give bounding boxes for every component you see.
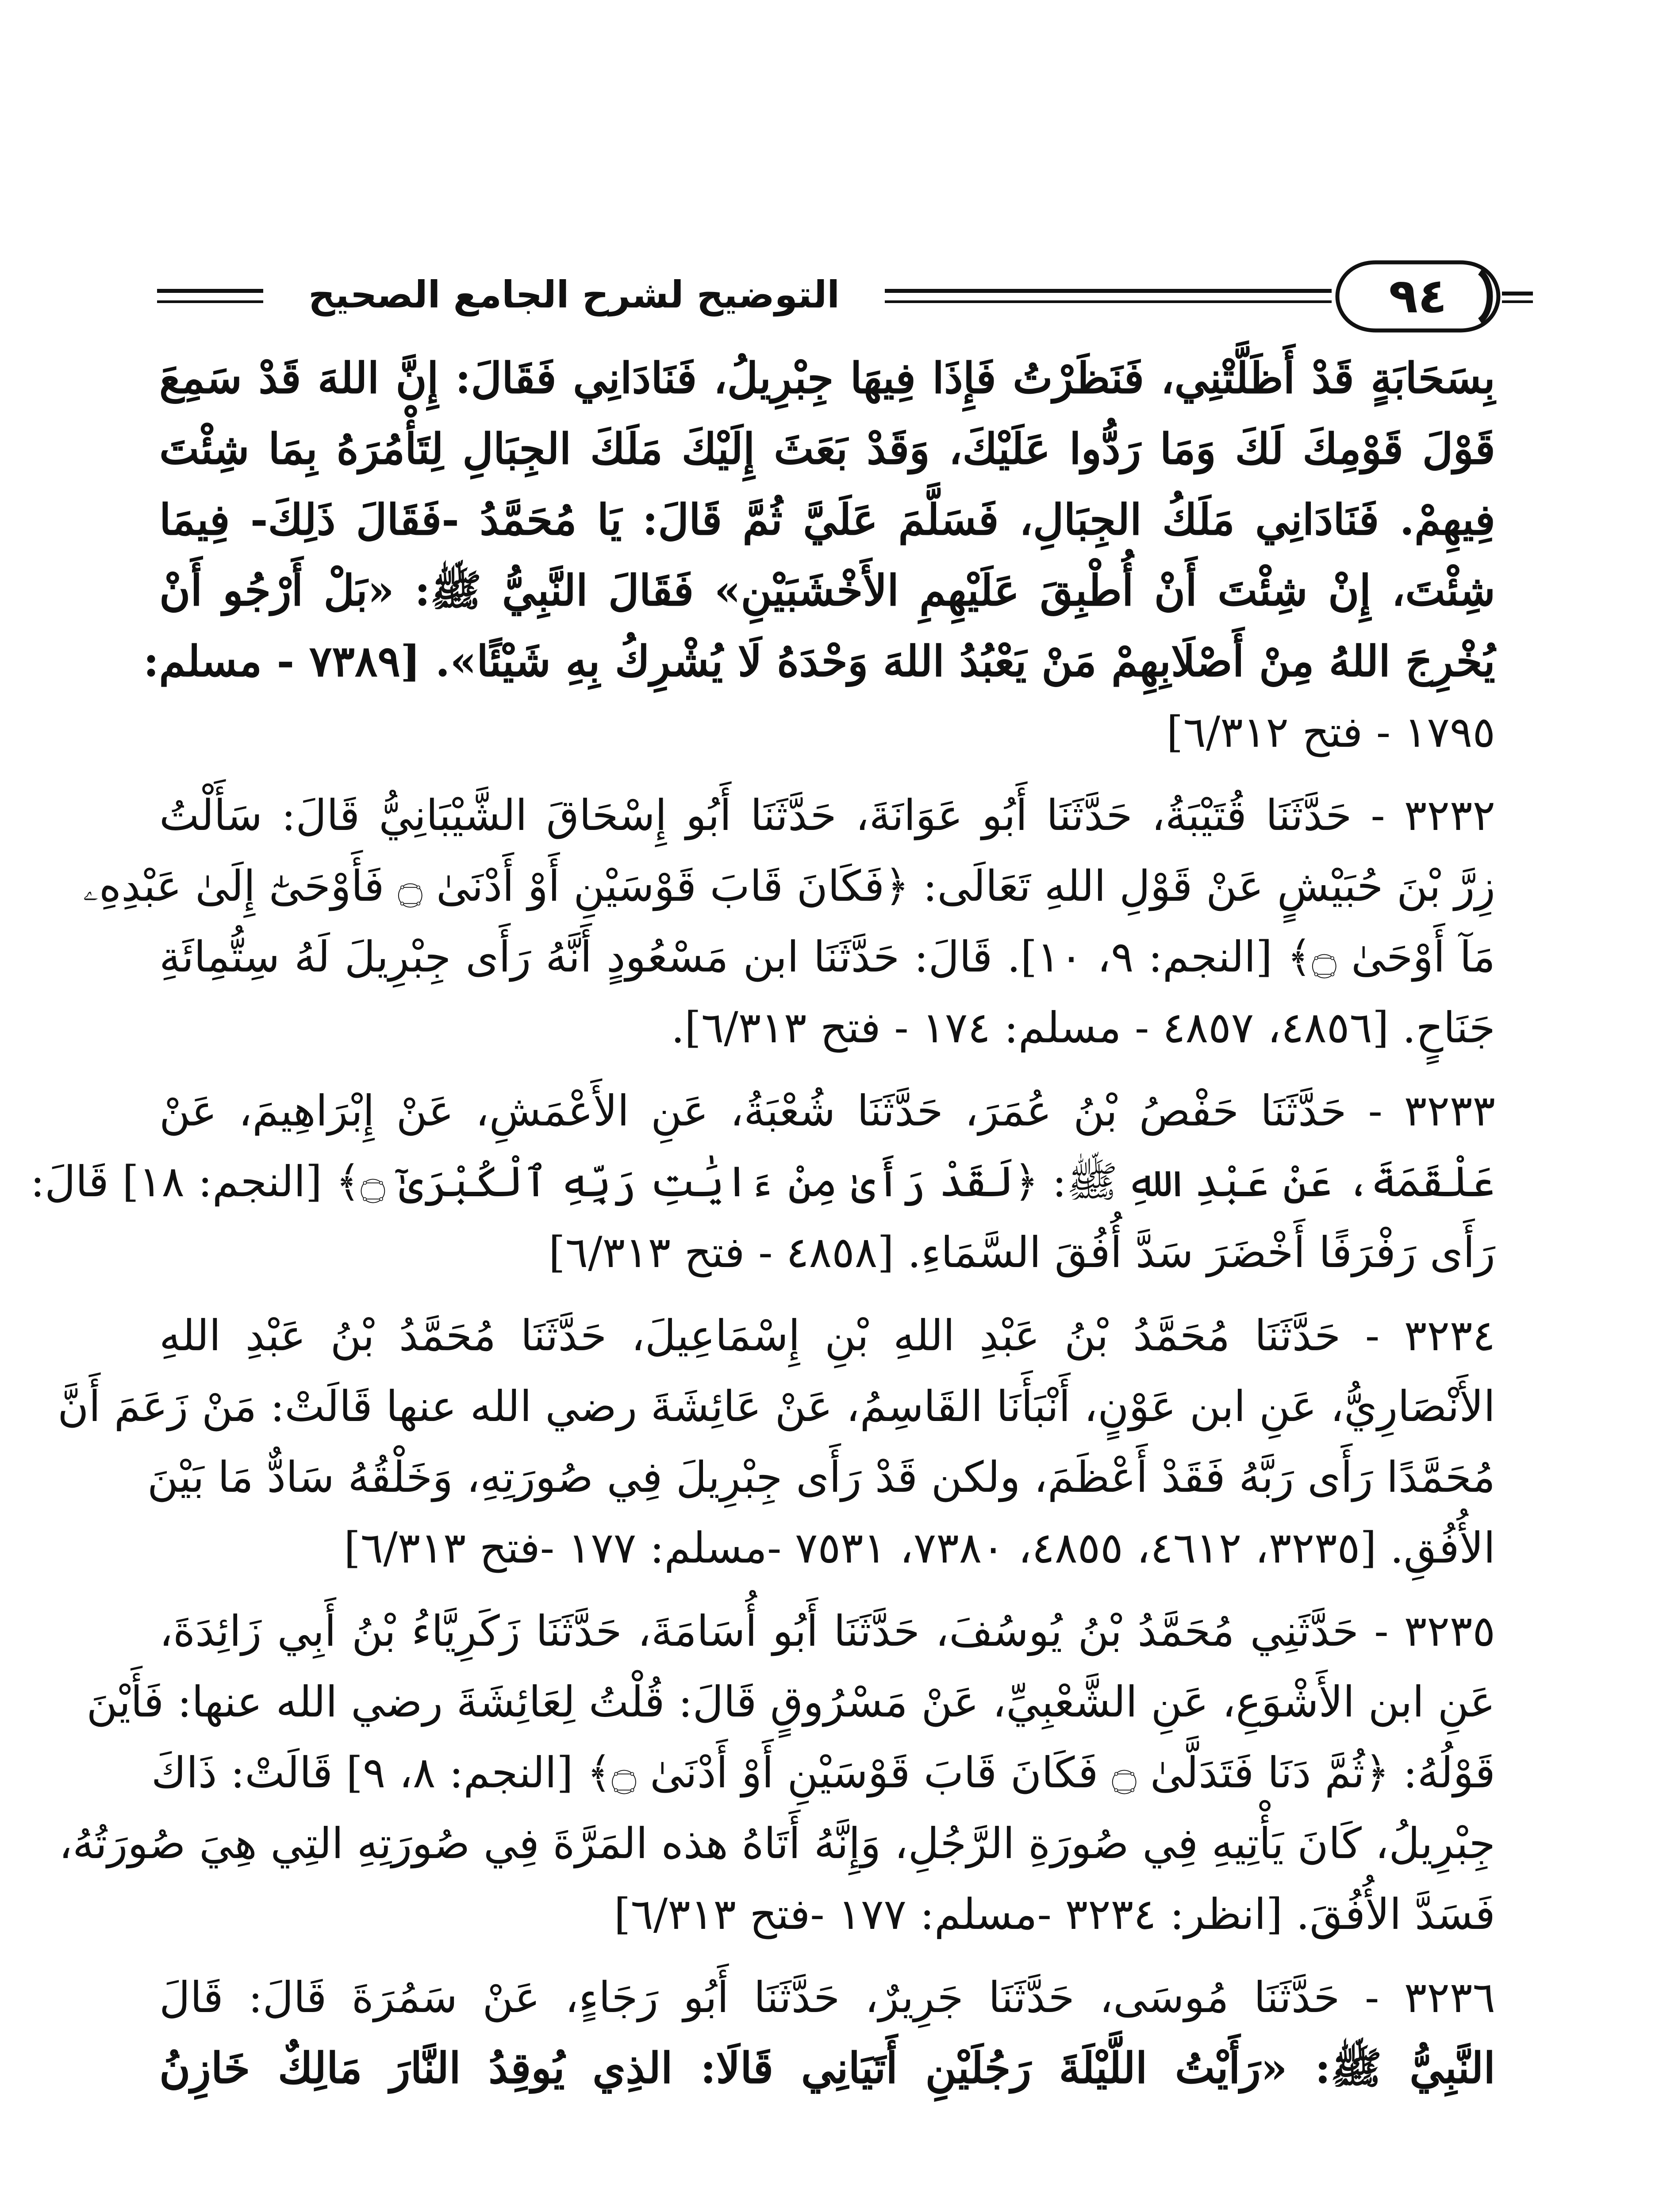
text-line: ٣٢٣٢ - حَدَّثَنَا قُتَيْبَةُ، حَدَّثَنَا أَبُو عَوَانَةَ، حَدَّثَنَا أَبُو إِسْحَاقَ الشَّيْبَانِيُّ قَالَ: سَأَلْتُ	[159, 791, 1495, 840]
text-line: يُخْرِجَ اللهُ مِنْ أَصْلَابِهِمْ مَنْ يَعْبُدُ اللهَ وَحْدَهُ لَا يُشْرِكُ بِهِ شَيْئًا». [٧٣٨٩ - مسلم:	[143, 636, 1495, 686]
running-title: التوضيح لشرح الجامع الصحيح	[308, 273, 840, 316]
text-line: عَنِ ابن الأَشْوَعِ، عَنِ الشَّعْبِيِّ، عَنْ مَسْرُوقٍ قَالَ: قُلْتُ لِعَائِشَةَ رضي الله عنها: فَأَيْنَ	[86, 1677, 1495, 1727]
text-line: الأَنْصَارِيُّ، عَنِ ابن عَوْنٍ، أَنْبَأَنَا القَاسِمُ، عَنْ عَائِشَةَ رضي الله عنها قَالَتْ: مَنْ زَعَمَ أَنَّ	[58, 1382, 1495, 1431]
text-line: ٣٢٣٥ - حَدَّثَنِي مُحَمَّدُ بْنُ يُوسُفَ، حَدَّثَنَا أَبُو أُسَامَةَ، حَدَّثَنَا زَكَرِيَّاءُ بْنُ أَبِي زَائِدَةَ،	[159, 1606, 1495, 1656]
text-line: مُحَمَّدًا رَأَى رَبَّهُ فَقَدْ أَعْظَمَ، ولكن قَدْ رَأَى جِبْرِيلَ فِي صُورَتِهِ، وَخَلْقُهُ سَادٌّ مَا بَيْنَ	[147, 1452, 1495, 1502]
text-line: فِيهِمْ. فَنَادَانِي مَلَكُ الجِبَالِ، فَسَلَّمَ عَلَيَّ ثُمَّ قَالَ: يَا مُحَمَّدُ -فَقَالَ ذَلِكَ- فِيمَا	[159, 495, 1495, 545]
text-line: قَوْلَ قَوْمِكَ لَكَ وَمَا رَدُّوا عَلَيْكَ، وَقَدْ بَعَثَ إِلَيْكَ مَلَكَ الجِبَالِ لِتَأْمُرَهُ بِمَا شِئْتَ	[159, 424, 1495, 474]
header-rule	[157, 289, 263, 293]
hadith-3232	[83, 780, 1496, 1063]
text-line: ٣٢٣٦ - حَدَّثَنَا مُوسَى، حَدَّثَنَا جَرِيرٌ، حَدَّثَنَا أَبُو رَجَاءٍ، عَنْ سَمُرَةَ قَالَ: قَالَ	[159, 1973, 1495, 2022]
hadith-3235	[59, 1596, 1495, 1950]
text-line: عَلْقَمَةَ، عَنْ عَبْدِ اللهِ ﷺ: ﴿لَقَدْ رَأَىٰ مِنْ ءَايَٰتِ رَبِّهِ ٱلْكُبْرَىٰٓ ۝﴾ [النجم: ١٨] قَالَ:	[30, 1157, 1495, 1206]
header-rule	[1502, 292, 1533, 296]
hadith-3236	[159, 1962, 1495, 2104]
text-line: زِرَّ بْنَ حُبَيْشٍ عَنْ قَوْلِ اللهِ تَعَالَى: ﴿فَكَانَ قَابَ قَوْسَيْنِ أَوْ أَدْنَىٰ ۝ فَأَوْحَىٰٓ إِلَىٰ عَبْدِهِۦ	[83, 861, 1495, 911]
text-line: الأُفُقِ. [٣٢٣٥، ٤٦١٢، ٤٨٥٥، ٧٣٨٠، ٧٥٣١ -مسلم: ١٧٧ -فتح ٦/٣١٣]	[344, 1523, 1495, 1573]
text-line: ٣٢٣٤ - حَدَّثَنَا مُحَمَّدُ بْنُ عَبْدِ اللهِ بْنِ إِسْمَاعِيلَ، حَدَّثَنَا مُحَمَّدُ بْنُ عَبْدِ اللهِ	[159, 1311, 1495, 1360]
text-line: جَنَاحٍ. [٤٨٥٦، ٤٨٥٧ - مسلم: ١٧٤ - فتح ٦/٣١٣].	[671, 1003, 1495, 1052]
header-rule	[885, 300, 1332, 303]
text-line: بِسَحَابَةٍ قَدْ أَظَلَّتْنِي، فَنَظَرْتُ فَإِذَا فِيهَا جِبْرِيلُ، فَنَادَانِي فَقَالَ: إِنَّ اللهَ قَدْ سَمِعَ	[159, 353, 1495, 403]
text-line: قَوْلُهُ: ﴿ثُمَّ دَنَا فَتَدَلَّىٰ ۝ فَكَانَ قَابَ قَوْسَيْنِ أَوْ أَدْنَىٰ ۝﴾ [النجم: ٨، ٩] قَالَتْ: ذَاكَ	[151, 1748, 1495, 1797]
text-line: ٣٢٣٣ - حَدَّثَنَا حَفْصُ بْنُ عُمَرَ، حَدَّثَنَا شُعْبَةُ، عَنِ الأَعْمَشِ، عَنْ إِبْرَاهِيمَ، عَنْ	[159, 1086, 1496, 1136]
page-number-badge	[1334, 254, 1502, 338]
header-rule	[1502, 300, 1533, 303]
text-line: شِئْتَ، إِنْ شِئْتَ أَنْ أُطْبِقَ عَلَيْهِمِ الأَخْشَبَيْنِ» فَقَالَ النَّبِيُّ ﷺ: «بَلْ أَرْجُو أَنْ	[159, 565, 1495, 615]
paragraph	[143, 343, 1495, 768]
header-rule	[157, 300, 263, 303]
page-number: ٩٤	[1389, 269, 1447, 324]
text-line: ١٧٩٥ - فتح ٦/٣١٢]	[1166, 707, 1495, 757]
text-line: فَسَدَّ الأُفُقَ. [انظر: ٣٢٣٤ -مسلم: ١٧٧ -فتح ٦/٣١٣]	[614, 1889, 1495, 1939]
text-line: النَّبِيُّ ﷺ: «رَأَيْتُ اللَّيْلَةَ رَجُلَيْنِ أَتَيَانِي قَالَا: الذِي يُوقِدُ النَّارَ مَالِكٌ خَازِنُ	[159, 2043, 1495, 2093]
text-line: جِبْرِيلُ، كَانَ يَأْتِيهِ فِي صُورَةِ الرَّجُلِ، وَإِنَّهُ أَتَاهُ هذه المَرَّةَ فِي صُورَتِهِ التِي هِيَ صُورَتُهُ،	[59, 1819, 1495, 1868]
header-rule	[885, 289, 1332, 293]
text-line: مَآ أَوْحَىٰ ۝﴾ [النجم: ٩، ١٠]. قَالَ: حَدَّثَنَا ابن مَسْعُودٍ أَنَّهُ رَأَى جِبْرِيلَ لَهُ سِتُّمِائَةِ	[159, 932, 1496, 982]
page-header	[157, 254, 1493, 338]
hadith-3234	[58, 1300, 1495, 1583]
hadith-3233	[30, 1075, 1496, 1288]
text-line: رَأَى رَفْرَفًا أَخْضَرَ سَدَّ أُفُقَ السَّمَاءِ. [٤٨٥٨ - فتح ٦/٣١٣]	[549, 1228, 1495, 1277]
page-body	[30, 343, 1496, 2212]
